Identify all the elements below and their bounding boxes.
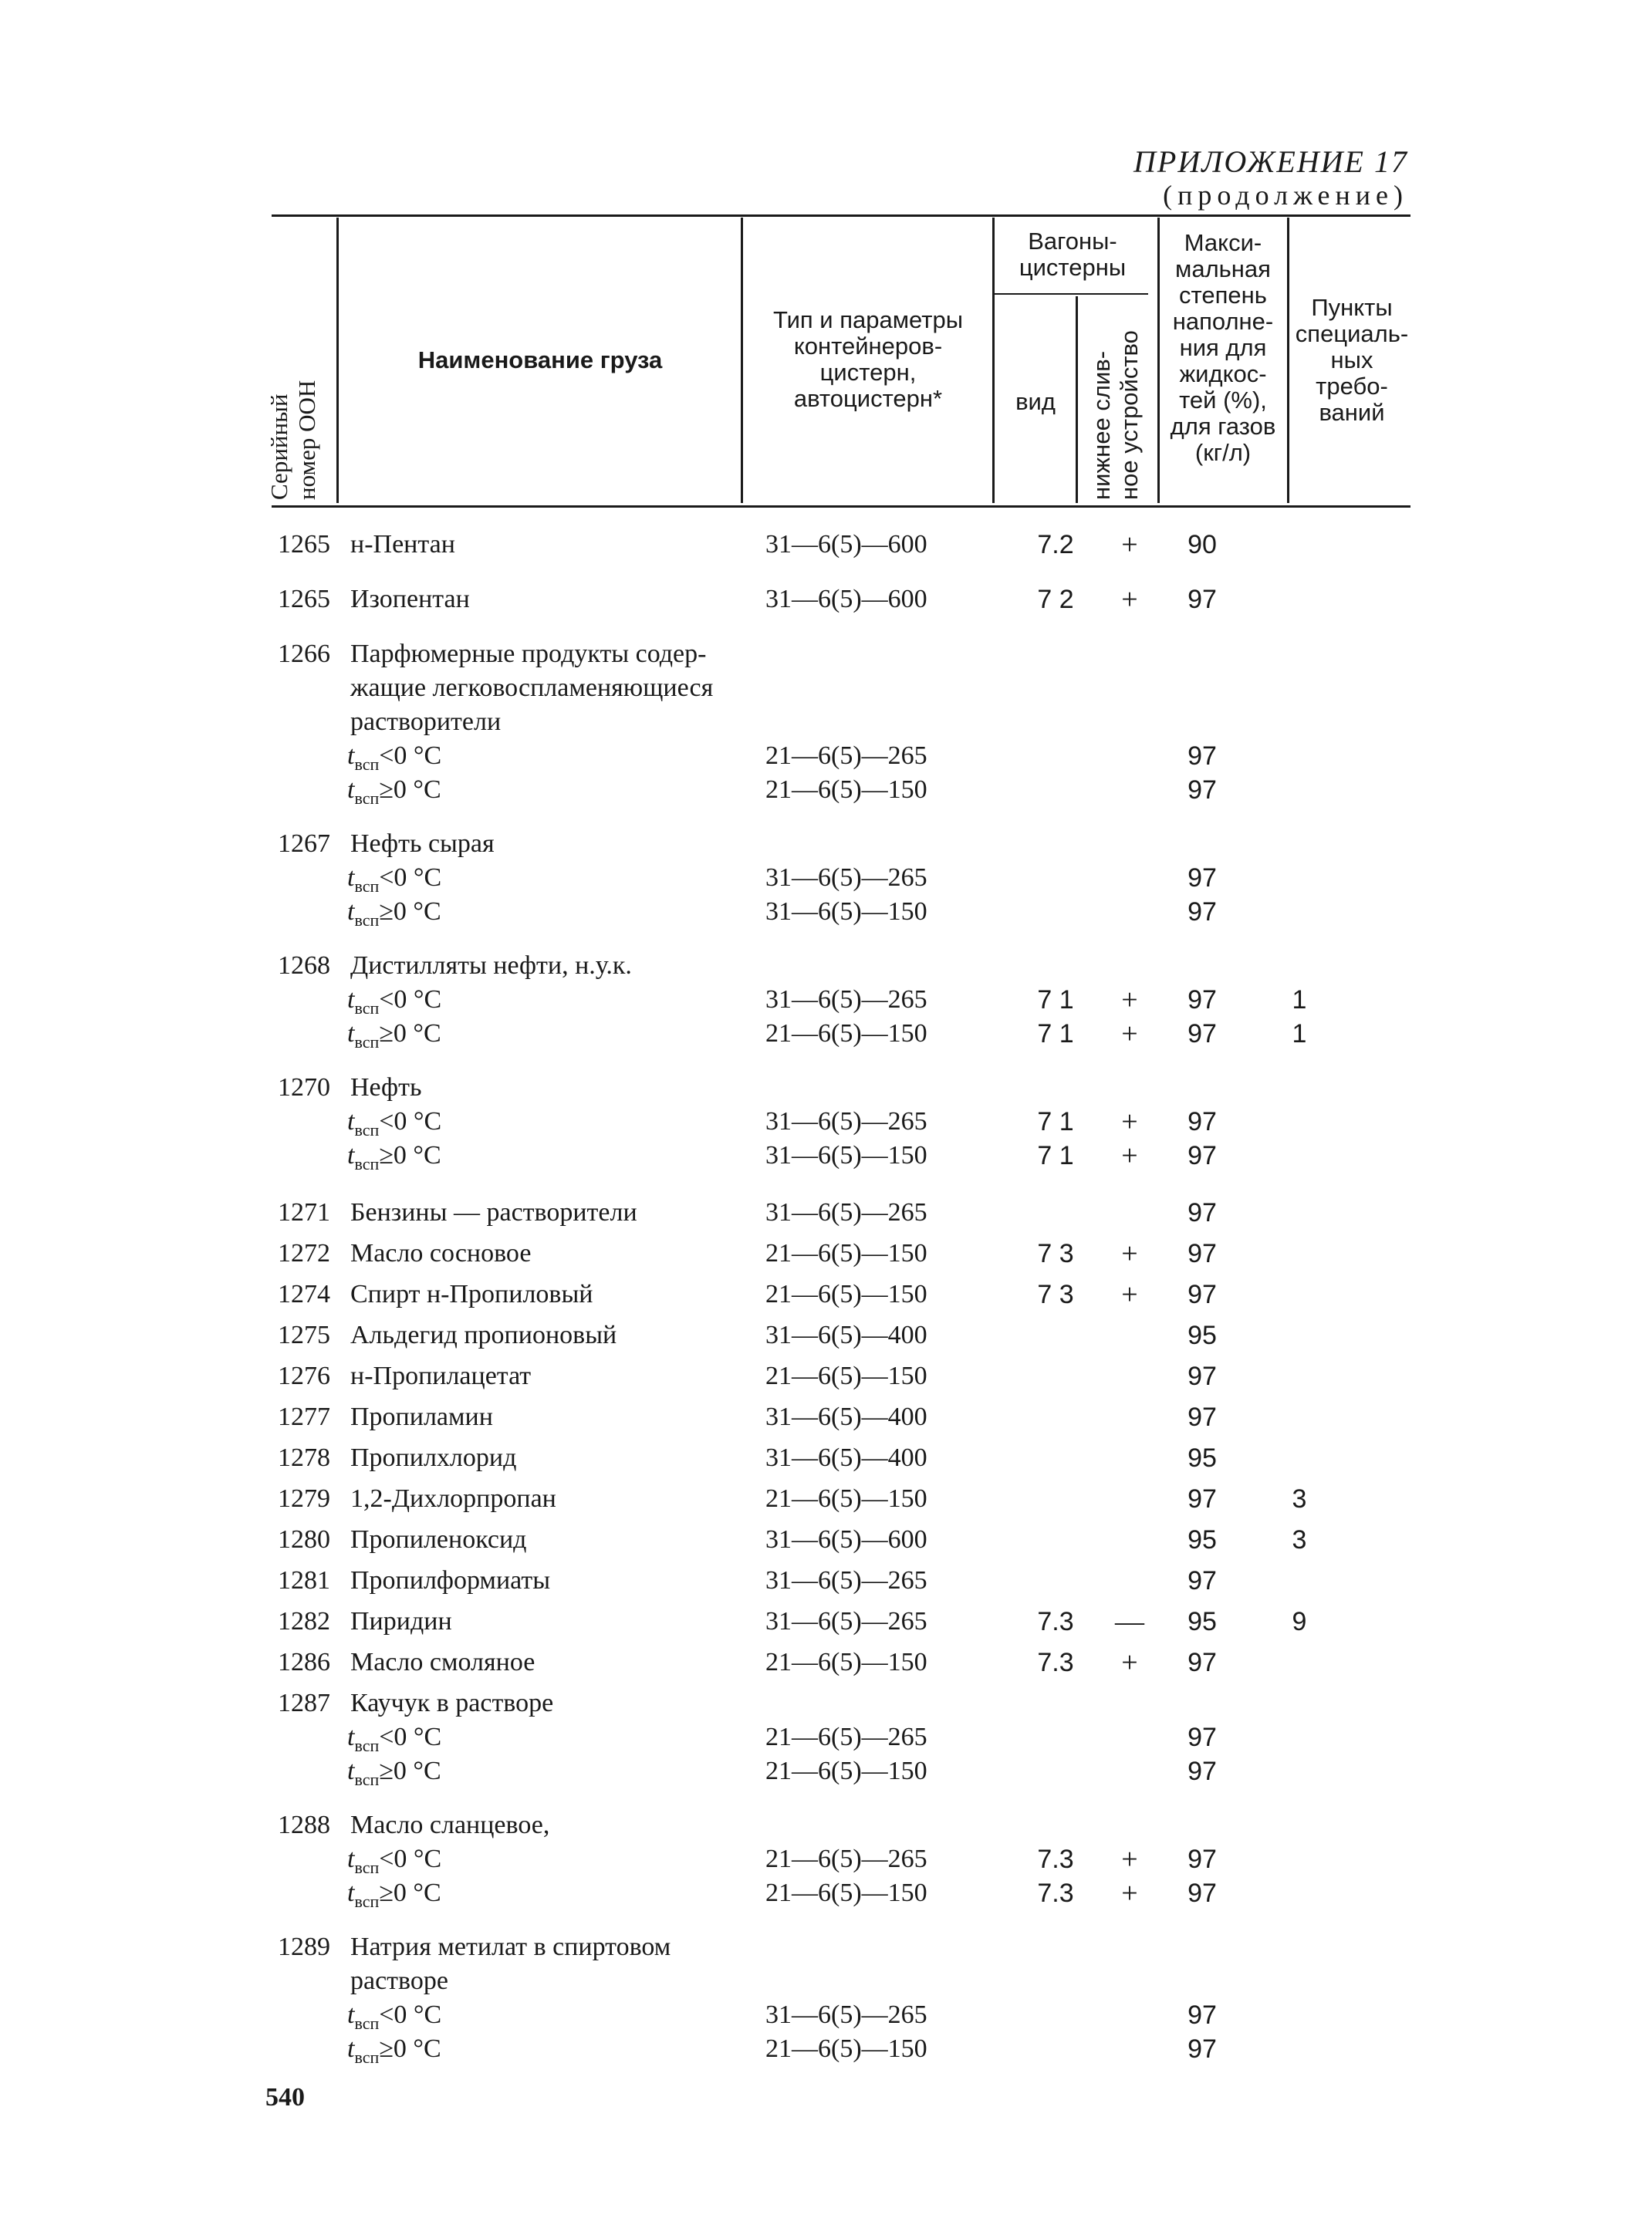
- table-row-continuation: [0, 705, 1652, 739]
- cargo-name: Парфюмерные продукты содер-: [350, 640, 707, 668]
- max-filling: 97: [1187, 985, 1217, 1015]
- cargo-name: Дистилляты нефти, н.у.к.: [350, 951, 632, 980]
- header-bottom-rule: [272, 505, 1410, 508]
- wagon-type: 7 3: [1037, 1280, 1074, 1309]
- flash-point-condition: $t_{всп}<0$ °C: [347, 1107, 442, 1140]
- flash-point-condition: $t_{всп}<0$ °C: [347, 985, 442, 1018]
- table-row-continuation: [0, 1964, 1652, 1998]
- cargo-name: Пропилхлорид: [350, 1443, 517, 1472]
- header-max-line: мальная: [1175, 255, 1271, 282]
- header-max-line: Макси-: [1184, 229, 1262, 256]
- table-row: [0, 1441, 1652, 1475]
- special-requirements: 3: [1292, 1484, 1307, 1514]
- serial-number: 1272: [278, 1239, 330, 1268]
- max-filling: 97: [1187, 1566, 1217, 1595]
- max-filling: 97: [1187, 897, 1217, 927]
- max-filling: 97: [1187, 1362, 1217, 1391]
- tank-type: 31—6(5)—400: [765, 1321, 927, 1349]
- wagon-type: 7.3: [1037, 1648, 1074, 1677]
- table-row: [0, 1359, 1652, 1393]
- special-requirements: 9: [1292, 1607, 1307, 1636]
- max-filling: 97: [1187, 775, 1217, 805]
- flash-point-condition: $t_{всп}\ge 0$ °C: [347, 1879, 441, 1911]
- cargo-name: н-Пропилацетат: [350, 1362, 532, 1390]
- table-row: [0, 1523, 1652, 1557]
- table-subrow: [0, 1754, 1652, 1788]
- cargo-name: Нефть сырая: [350, 829, 495, 858]
- serial-number: 1265: [278, 585, 330, 613]
- max-filling: 97: [1187, 1723, 1217, 1752]
- serial-number: 1288: [278, 1811, 330, 1839]
- bottom-drain-mark: +: [1121, 1877, 1138, 1909]
- serial-number: 1286: [278, 1648, 330, 1676]
- header-type-line: цистерн,: [819, 359, 917, 386]
- serial-number: 1279: [278, 1484, 330, 1513]
- cargo-name: Масло смоляное: [350, 1648, 535, 1676]
- cargo-name: Альдегид пропионовый: [350, 1321, 617, 1349]
- serial-number: 1277: [278, 1403, 330, 1431]
- cargo-name: Бензины — растворители: [350, 1198, 637, 1227]
- header-wagons-line: Вагоны-: [1028, 228, 1117, 255]
- header-max-line: жидкос-: [1179, 360, 1267, 387]
- header-serial: [265, 380, 321, 500]
- wagon-type: 7 2: [1037, 585, 1074, 614]
- max-filling: 97: [1187, 1239, 1217, 1268]
- bottom-drain-mark: +: [1121, 984, 1138, 1016]
- table-row: [0, 1930, 1652, 1964]
- max-filling: 97: [1187, 1757, 1217, 1786]
- flash-point-condition: $t_{всп}\ge 0$ °C: [347, 775, 441, 808]
- header-drain-line: нижнее слив-: [1088, 350, 1115, 500]
- cargo-name: растворители: [350, 707, 502, 736]
- header-drain: [1088, 330, 1144, 500]
- flash-point-condition: $t_{всп}<0$ °C: [347, 1723, 442, 1755]
- flash-point-condition: $t_{всп}<0$ °C: [347, 1845, 442, 1877]
- wagon-type: 7.3: [1037, 1879, 1074, 1908]
- table-row: [0, 1318, 1652, 1352]
- max-filling: 97: [1187, 1484, 1217, 1514]
- tank-type: 21—6(5)—150: [765, 1879, 927, 1907]
- header-serial-line: номер ООН: [293, 380, 320, 500]
- serial-number: 1274: [278, 1280, 330, 1308]
- flash-point-condition: $t_{всп}<0$ °C: [347, 863, 442, 896]
- table-subrow: [0, 2032, 1652, 2066]
- table-row-continuation: [0, 671, 1652, 705]
- wagon-type: 7 1: [1037, 1141, 1074, 1170]
- tank-type: 21—6(5)—265: [765, 741, 927, 770]
- tank-type: 31—6(5)—265: [765, 863, 927, 892]
- header-max-line: для газов: [1170, 413, 1276, 440]
- tank-type: 31—6(5)—600: [765, 1525, 927, 1554]
- flash-point-condition: $t_{всп}\ge 0$ °C: [347, 2034, 441, 2067]
- wagon-type: 7.3: [1037, 1607, 1074, 1636]
- serial-number: 1265: [278, 530, 330, 559]
- serial-number: 1280: [278, 1525, 330, 1554]
- table-row: [0, 1071, 1652, 1105]
- table-row: [0, 582, 1652, 616]
- wagons-rule: [994, 293, 1148, 295]
- cargo-name: Изопентан: [350, 585, 470, 613]
- bottom-drain-mark: +: [1121, 528, 1138, 561]
- table-subrow: [0, 1017, 1652, 1051]
- max-filling: 97: [1187, 1879, 1217, 1908]
- max-filling: 97: [1187, 2034, 1217, 2064]
- cargo-name: Спирт н-Пропиловый: [350, 1280, 593, 1308]
- tank-type: 21—6(5)—265: [765, 1723, 927, 1751]
- serial-number: 1276: [278, 1362, 330, 1390]
- serial-number: 1267: [278, 829, 330, 858]
- wagon-type: 7 1: [1037, 1107, 1074, 1136]
- serial-number: 1281: [278, 1566, 330, 1595]
- header-serial-line: Серийный: [265, 393, 292, 500]
- max-filling: 97: [1187, 1019, 1217, 1048]
- cargo-name: растворе: [350, 1967, 448, 1995]
- header-max: [1159, 230, 1287, 466]
- serial-number: 1275: [278, 1321, 330, 1349]
- page-number: 540: [265, 2083, 305, 2112]
- tank-type: 31—6(5)—265: [765, 1607, 927, 1636]
- max-filling: 97: [1187, 741, 1217, 771]
- flash-point-condition: $t_{всп}<0$ °C: [347, 2000, 442, 2033]
- tank-type: 21—6(5)—150: [765, 2034, 927, 2063]
- serial-number: 1270: [278, 1073, 330, 1102]
- table-subrow: [0, 1139, 1652, 1173]
- table-row: [0, 637, 1652, 671]
- header-points-line: специаль-: [1295, 320, 1409, 347]
- header-max-line: степень: [1179, 282, 1267, 309]
- cargo-name: н-Пентан: [350, 530, 455, 559]
- header-type-line: контейнеров-: [793, 333, 943, 360]
- tank-type: 21—6(5)—150: [765, 1362, 927, 1390]
- serial-number: 1271: [278, 1198, 330, 1227]
- table-row: [0, 1564, 1652, 1598]
- tank-type: 31—6(5)—265: [765, 2000, 927, 2029]
- tank-type: 31—6(5)—150: [765, 897, 927, 926]
- header-max-line: ния для: [1179, 334, 1267, 361]
- table-row: [0, 528, 1652, 562]
- tank-type: 31—6(5)—150: [765, 1141, 927, 1170]
- max-filling: 95: [1187, 1321, 1217, 1350]
- bottom-drain-mark: +: [1121, 1106, 1138, 1138]
- serial-number: 1268: [278, 951, 330, 980]
- table-subrow: [0, 861, 1652, 895]
- table-subrow: [0, 773, 1652, 807]
- table-row: [0, 949, 1652, 983]
- tank-type: 21—6(5)—150: [765, 1757, 927, 1785]
- max-filling: 97: [1187, 1403, 1217, 1432]
- max-filling: 95: [1187, 1525, 1217, 1555]
- tank-type: 31—6(5)—600: [765, 530, 927, 559]
- table-row: [0, 1482, 1652, 1516]
- cargo-name: жащие легковоспламеняющиеся: [350, 674, 714, 702]
- tank-type: 31—6(5)—265: [765, 1107, 927, 1136]
- max-filling: 97: [1187, 1845, 1217, 1874]
- header-max-line: тей (%),: [1179, 387, 1267, 414]
- tank-type: 21—6(5)—150: [765, 1019, 927, 1048]
- bottom-drain-mark: +: [1121, 1237, 1138, 1270]
- max-filling: 95: [1187, 1607, 1217, 1636]
- flash-point-condition: $t_{всп}\ge 0$ °C: [347, 1019, 441, 1052]
- col-divider-3: [992, 218, 995, 503]
- wagon-type: 7.2: [1037, 530, 1074, 559]
- table-subrow: [0, 1876, 1652, 1910]
- cargo-name: Масло сосновое: [350, 1239, 532, 1268]
- flash-point-condition: $t_{всп}\ge 0$ °C: [347, 1757, 441, 1789]
- tank-type: 31—6(5)—600: [765, 585, 927, 613]
- cargo-name: Пиридин: [350, 1607, 452, 1636]
- max-filling: 97: [1187, 863, 1217, 893]
- wagon-type: 7 1: [1037, 1019, 1074, 1048]
- special-requirements: 1: [1292, 1019, 1307, 1048]
- tank-type: 31—6(5)—400: [765, 1443, 927, 1472]
- header-wagons-line: цистерны: [1019, 254, 1127, 281]
- table-row: [0, 1686, 1652, 1720]
- bottom-drain-mark: +: [1121, 583, 1138, 616]
- max-filling: 97: [1187, 1648, 1217, 1677]
- table-row: [0, 1400, 1652, 1434]
- col-divider-2: [741, 218, 743, 503]
- table-row: [0, 1646, 1652, 1680]
- continued-label: (продолжение): [1163, 180, 1408, 211]
- tank-type: 31—6(5)—400: [765, 1403, 927, 1431]
- header-name: Наименование груза: [417, 346, 663, 373]
- header-max-line: (кг/л): [1194, 439, 1252, 466]
- tank-type: 31—6(5)—265: [765, 1566, 927, 1595]
- appendix-title: ПРИЛОЖЕНИЕ 17: [1133, 144, 1408, 179]
- bottom-drain-mark: +: [1121, 1843, 1138, 1876]
- bottom-drain-mark: —: [1115, 1605, 1144, 1638]
- max-filling: 97: [1187, 585, 1217, 614]
- col-divider-4: [1076, 296, 1078, 503]
- cargo-name: Пропилформиаты: [350, 1566, 551, 1595]
- wagon-type: 7.3: [1037, 1845, 1074, 1874]
- table-row: [0, 1196, 1652, 1230]
- serial-number: 1289: [278, 1933, 330, 1961]
- table-row: [0, 827, 1652, 861]
- header-top-rule: [272, 214, 1410, 217]
- special-requirements: 1: [1292, 985, 1307, 1015]
- tank-type: 21—6(5)—150: [765, 1280, 927, 1308]
- serial-number: 1266: [278, 640, 330, 668]
- max-filling: 95: [1187, 1443, 1217, 1473]
- wagon-type: 7 1: [1037, 985, 1074, 1015]
- max-filling: 90: [1187, 530, 1217, 559]
- serial-number: 1278: [278, 1443, 330, 1472]
- header-points-line: ных: [1330, 346, 1373, 373]
- header-points: [1290, 295, 1414, 426]
- header-points-line: Пункты: [1311, 294, 1393, 321]
- bottom-drain-mark: +: [1121, 1018, 1138, 1050]
- special-requirements: 3: [1292, 1525, 1307, 1555]
- table-subrow: [0, 983, 1652, 1017]
- flash-point-condition: $t_{всп}<0$ °C: [347, 741, 442, 774]
- tank-type: 21—6(5)—150: [765, 1239, 927, 1268]
- table-subrow: [0, 1720, 1652, 1754]
- cargo-name: 1,2-Дихлорпропан: [350, 1484, 556, 1513]
- table-subrow: [0, 1842, 1652, 1876]
- serial-number: 1282: [278, 1607, 330, 1636]
- cargo-name: Пропиленоксид: [350, 1525, 527, 1554]
- tank-type: 31—6(5)—265: [765, 985, 927, 1014]
- max-filling: 97: [1187, 1141, 1217, 1170]
- cargo-name: Каучук в растворе: [350, 1689, 554, 1717]
- table-subrow: [0, 739, 1652, 773]
- tank-type: 21—6(5)—150: [765, 1484, 927, 1513]
- header-type-line: Тип и параметры: [773, 306, 963, 333]
- tank-type: 21—6(5)—150: [765, 775, 927, 804]
- flash-point-condition: $t_{всп}\ge 0$ °C: [347, 1141, 441, 1173]
- header-max-line: наполне-: [1172, 308, 1274, 335]
- header-vid: вид: [1015, 388, 1056, 415]
- table-subrow: [0, 1105, 1652, 1139]
- table-subrow: [0, 1998, 1652, 2032]
- cargo-name: Натрия метилат в спиртовом: [350, 1933, 671, 1961]
- tank-type: 21—6(5)—265: [765, 1845, 927, 1873]
- serial-number: 1287: [278, 1689, 330, 1717]
- header-wagons: [995, 228, 1150, 281]
- header-type: [744, 307, 992, 412]
- cargo-name: Пропиламин: [350, 1403, 493, 1431]
- bottom-drain-mark: +: [1121, 1278, 1138, 1311]
- col-divider-6: [1287, 218, 1289, 503]
- max-filling: 97: [1187, 1280, 1217, 1309]
- table-subrow: [0, 895, 1652, 929]
- header-points-line: требо-: [1316, 373, 1388, 400]
- tank-type: 21—6(5)—150: [765, 1648, 927, 1676]
- table-row: [0, 1237, 1652, 1271]
- wagon-type: 7 3: [1037, 1239, 1074, 1268]
- cargo-name: Нефть: [350, 1073, 422, 1102]
- flash-point-condition: $t_{всп}\ge 0$ °C: [347, 897, 441, 930]
- cargo-name: Масло сланцевое,: [350, 1811, 550, 1839]
- bottom-drain-mark: +: [1121, 1646, 1138, 1679]
- table-row: [0, 1278, 1652, 1312]
- col-divider-1: [336, 218, 339, 503]
- header-points-line: ваний: [1319, 399, 1385, 426]
- max-filling: 97: [1187, 1198, 1217, 1227]
- max-filling: 97: [1187, 2000, 1217, 2030]
- bottom-drain-mark: +: [1121, 1140, 1138, 1172]
- header-type-line: автоцистерн*: [793, 385, 943, 412]
- max-filling: 97: [1187, 1107, 1217, 1136]
- header-drain-line: ное устройство: [1116, 330, 1143, 500]
- tank-type: 31—6(5)—265: [765, 1198, 927, 1227]
- table-row: [0, 1605, 1652, 1639]
- table-row: [0, 1808, 1652, 1842]
